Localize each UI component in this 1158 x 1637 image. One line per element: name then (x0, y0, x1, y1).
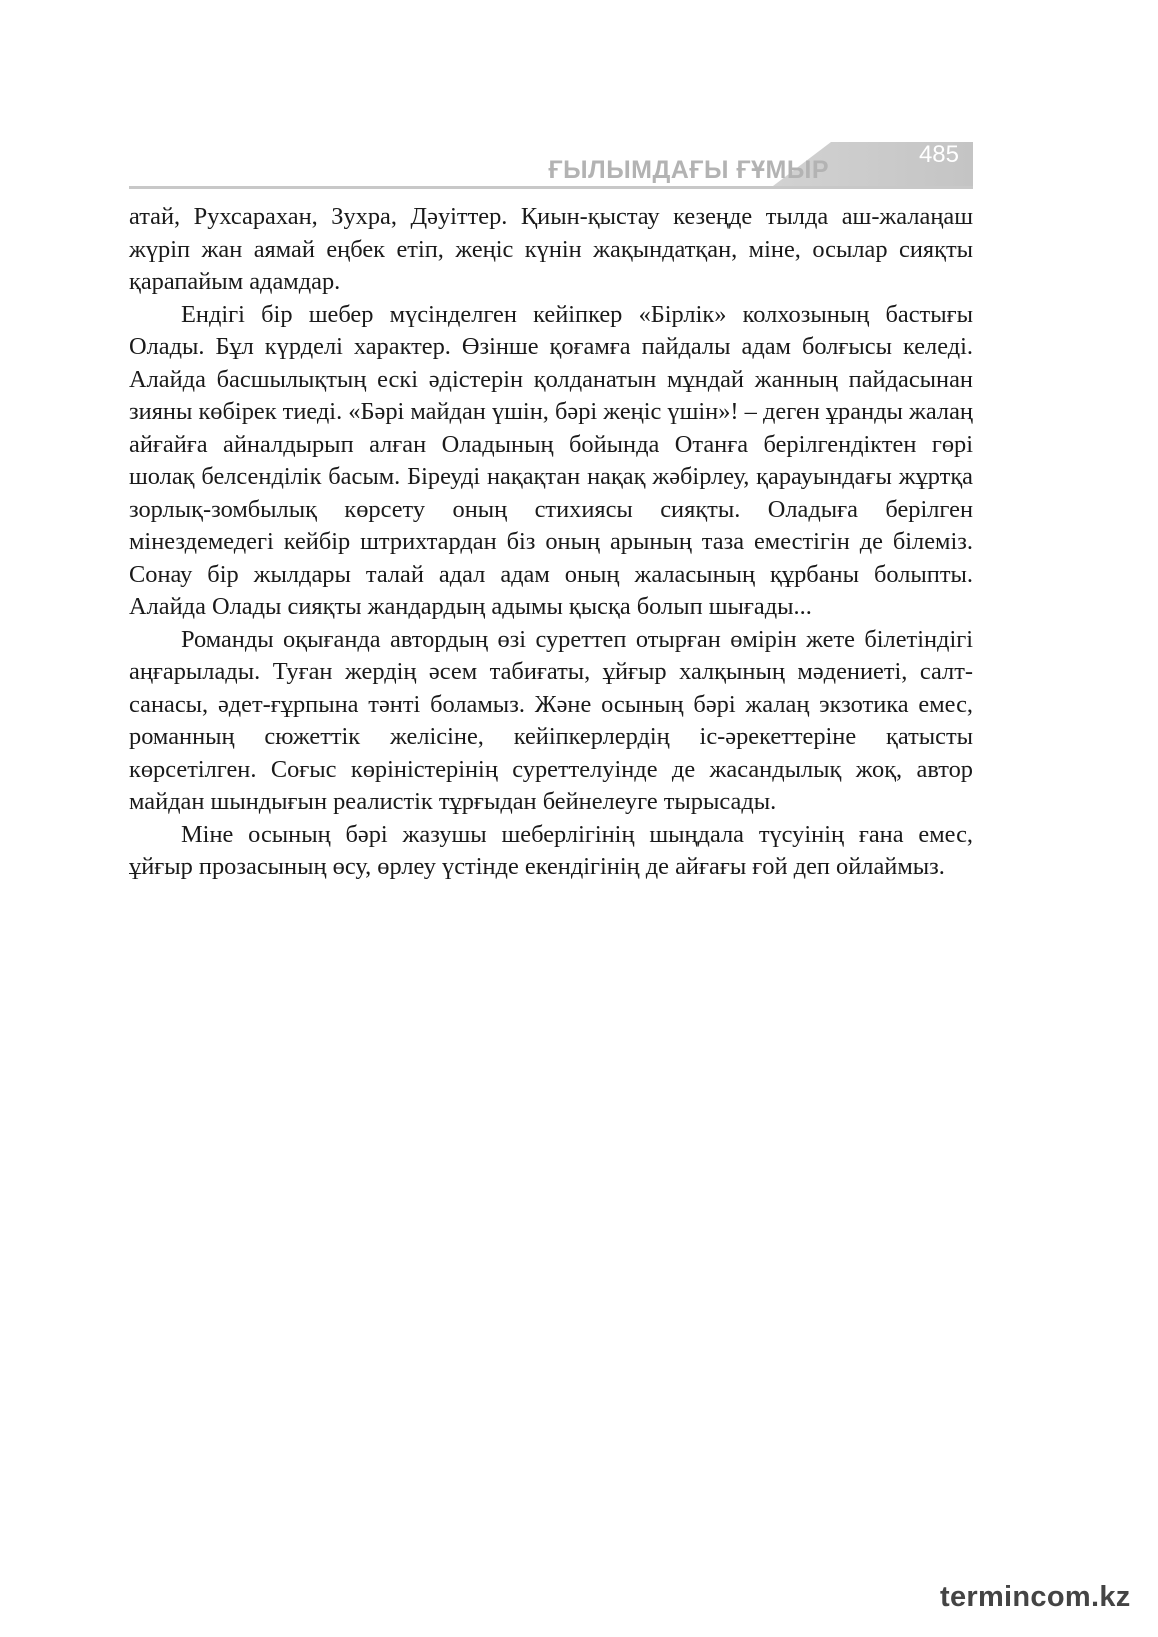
paragraph-2: Ендігі бір шебер мүсінделген кейіпкер «Бірлік» колхозының бастығы Олады. Бұл күрделі характер. Өзінше қоғамға пайдалы адам болғысы келеді. Алайда басшылықтың ескі әдістерін қолданатын мұндай жанның пайдасынан зияны көбірек тиеді. «Бәрі майдан үшін, бәрі жеңіс үшін»! – деген ұранды жалаң айғайға айналдырып алған Оладының бойында Отанға берілгендіктен гөрі шолақ белсенділік басым. Біреуді нақақтан нақақ жәбірлеу, қарауындағы жұртқа зорлық-зомбылық көрсету оның стихиясы сияқты. Оладыға берілген мінездемедегі кейбір штрихтардан біз оның арының таза еместігін де білеміз. Сонау бір жылдары талай адал адам оның жаласының құрбаны болыпты. Алайда Олады сияқты жандардың адымы қысқа болып шығады... (129, 300, 973, 620)
running-header-title: ҒЫЛЫМДАҒЫ ҒҰМЫР (548, 156, 829, 184)
body-text (129, 201, 973, 884)
site-watermark (940, 1581, 1150, 1629)
paragraph-1: атай, Рухсарахан, Зухра, Дәуіттер. Қиын-қыстау кезеңде тылда аш-жалаңаш жүріп жан аямай еңбек етіп, жеңіс күнін жақындатқан, міне, осылар сияқты қарапайым адамдар. (129, 203, 973, 295)
page-number: 485 (918, 141, 959, 168)
header-rule (129, 186, 973, 189)
watermark-text: termincom.kz (940, 1581, 1131, 1613)
running-header (129, 137, 973, 189)
paragraph-3: Романды оқығанда автордың өзі суреттеп отырған өмірін жете білетіндігі аңғарылады. Туған жердің әсем табиғаты, ұйғыр халқының мәдениеті, салт-санасы, әдет-ғұрпына тәнті боламыз. Және осының бәрі жалаң экзотика емес, романның сюжеттік желісіне, кейіпкерлердің іс-әрекеттеріне қатысты көрсетілген. Соғыс көріністерінің суреттелуінде де жасандылық жоқ, автор майдан шындығын реалистік тұрғыдан бейнелеуге тырысады. (129, 625, 973, 815)
paragraph-4: Міне осының бәрі жазушы шеберлігінің шыңдала түсуінің ғана емес, ұйғыр прозасының өсу, өрлеу үстінде екендігінің де айғағы ғой деп ойлаймыз. (129, 820, 973, 880)
